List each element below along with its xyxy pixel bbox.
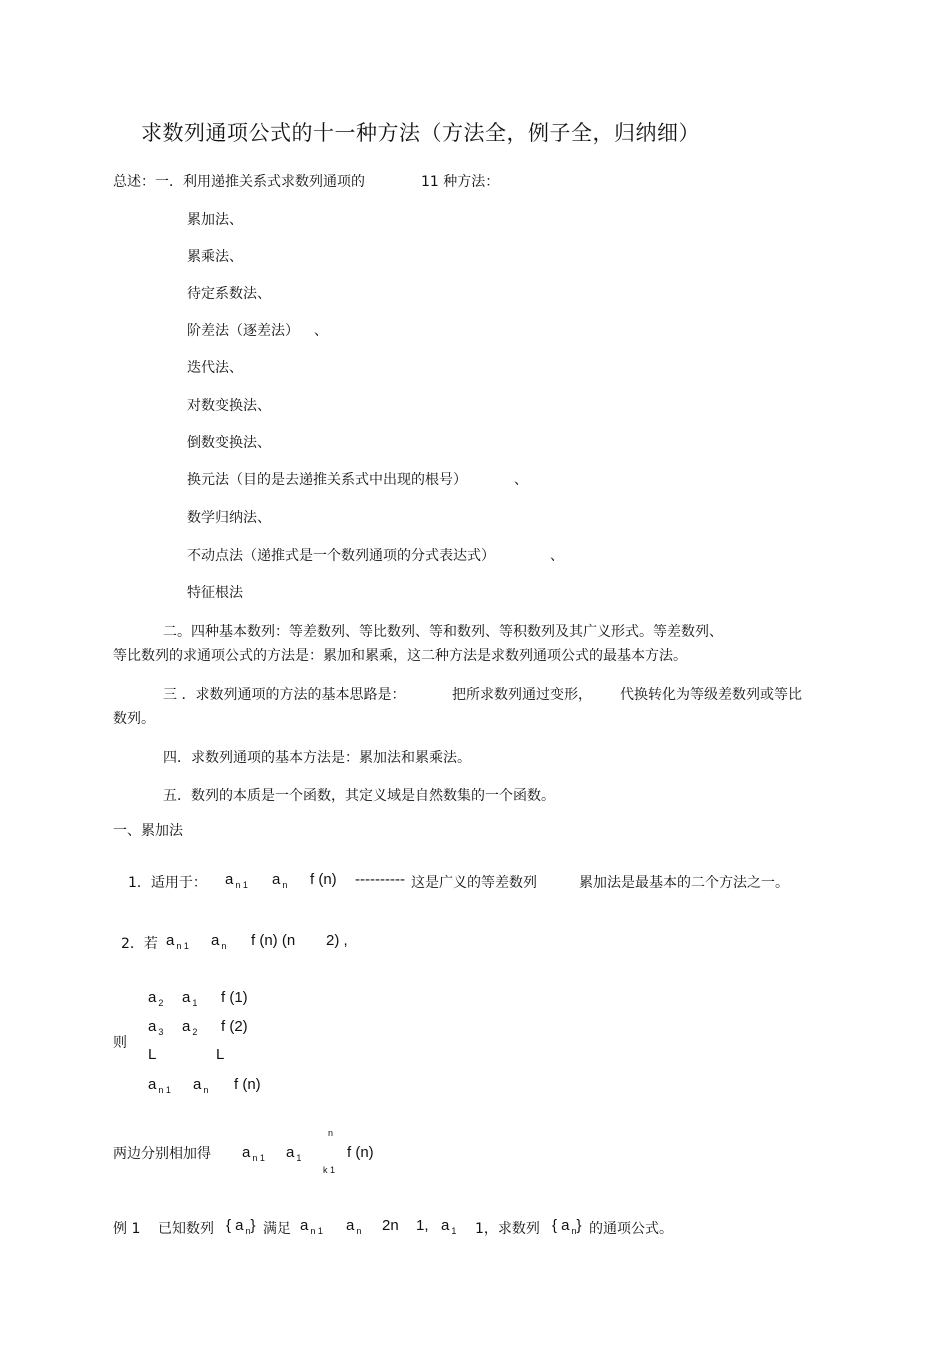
point-three-b: 把所求数列通过变形， [452, 687, 592, 703]
system-lhs: a $_2$ [148, 989, 164, 1008]
method-tail-mark: 、 [314, 323, 328, 339]
item1-label: 1．适用于： [128, 875, 207, 891]
point-three-c: 代换转化为等级差数列或等比 [620, 687, 802, 703]
sum-label: 两边分别相加得 [113, 1146, 211, 1162]
example-label: 例 1 [113, 1221, 141, 1237]
method-item: 换元法（目的是去递推关系式中出现的根号） [187, 472, 467, 488]
item2-term-an1: a $_{n 1}$ [166, 932, 189, 951]
system-f: f (n) [234, 1076, 261, 1093]
item1-note1: 这是广义的等差数列 [411, 875, 537, 891]
system-f: f (1) [221, 989, 248, 1006]
example-value: 1，求数列 [475, 1221, 540, 1237]
system-ellipsis: L [216, 1046, 225, 1063]
example-term-an1: a $_{n 1}$ [300, 1217, 323, 1236]
sum-lower-limit: k 1 [323, 1165, 336, 1175]
item1-term-an1: a $_{n 1}$ [225, 871, 248, 890]
item2-cond: 2) , [326, 932, 348, 949]
example-one: 1, [416, 1217, 429, 1234]
item1-fn: f (n) [310, 871, 337, 888]
method-item: 数学归纳法、 [187, 510, 271, 526]
point-two-line2: 等比数列的求通项公式的方法是：累加和累乘，这二种方法是求数列通项公式的最基本方法。 [113, 648, 687, 664]
system-rhs: a $_2$ [182, 1018, 198, 1037]
method-tail-mark: 、 [514, 472, 528, 488]
item2-rest: f (n) (n [251, 932, 296, 949]
method-item: 累加法、 [187, 212, 243, 228]
method-item: 不动点法（递推式是一个数列通项的分式表达式） [187, 548, 495, 564]
method-item: 累乘法、 [187, 249, 243, 265]
item1-note2: 累加法是最基本的二个方法之一。 [579, 875, 789, 891]
example-text2: 满足 [263, 1221, 291, 1237]
point-two-line1: 二。四种基本数列：等差数列、等比数列、等和数列、等积数列及其广义形式。等差数列、 [163, 624, 723, 640]
point-five: 五．数列的本质是一个函数，其定义域是自然数集的一个函数。 [163, 788, 555, 804]
item1-dashes: ---------- [355, 871, 405, 888]
system-rhs: a $_1$ [182, 989, 198, 1008]
section-heading: 一、累加法 [113, 823, 183, 839]
then-label: 则 [113, 1035, 127, 1051]
item1-term-an: a $_n$ [272, 871, 288, 890]
method-item: 对数变换法、 [187, 398, 271, 414]
sum-term-a1: a $_1$ [286, 1144, 302, 1163]
point-three-a: 三 ．求数列通项的方法的基本思路是： [163, 687, 406, 703]
sum-f: f (n) [347, 1144, 374, 1161]
page-title: 求数列通项公式的十一种方法（方法全，例子全，归纳细） [141, 121, 700, 145]
example-seq: { a $_n$} [226, 1217, 256, 1236]
example-term-a1: a $_1$ [441, 1217, 457, 1236]
summary-prefix: 总述：一．利用递推关系式求数列通项的 [113, 174, 365, 190]
item2-label: 2．若 [121, 936, 158, 952]
system-ellipsis: L [148, 1046, 157, 1063]
item2-term-an: a $_n$ [211, 932, 227, 951]
example-text3: 的通项公式。 [589, 1221, 673, 1237]
point-four: 四．求数列通项的基本方法是：累加法和累乘法。 [163, 750, 471, 766]
summary-count: 11 种方法： [421, 174, 500, 190]
system-lhs: a $_{n 1}$ [148, 1076, 171, 1095]
system-lhs: a $_3$ [148, 1018, 164, 1037]
method-item: 迭代法、 [187, 360, 243, 376]
system-f: f (2) [221, 1018, 248, 1035]
sum-upper-limit: n [328, 1128, 334, 1138]
example-rhs: 2n [382, 1217, 399, 1234]
method-item: 待定系数法、 [187, 286, 271, 302]
example-text1: 已知数列 [158, 1221, 214, 1237]
example-seq2: { a $_n$} [552, 1217, 582, 1236]
method-tail-mark: 、 [550, 548, 564, 564]
sum-term-an1: a $_{n 1}$ [242, 1144, 265, 1163]
method-item: 特征根法 [187, 585, 243, 601]
method-item: 阶差法（逐差法） [187, 323, 299, 339]
system-rhs: a $_n$ [193, 1076, 209, 1095]
method-item: 倒数变换法、 [187, 435, 271, 451]
example-term-an: a $_n$ [346, 1217, 362, 1236]
point-three-line2: 数列。 [113, 711, 155, 727]
